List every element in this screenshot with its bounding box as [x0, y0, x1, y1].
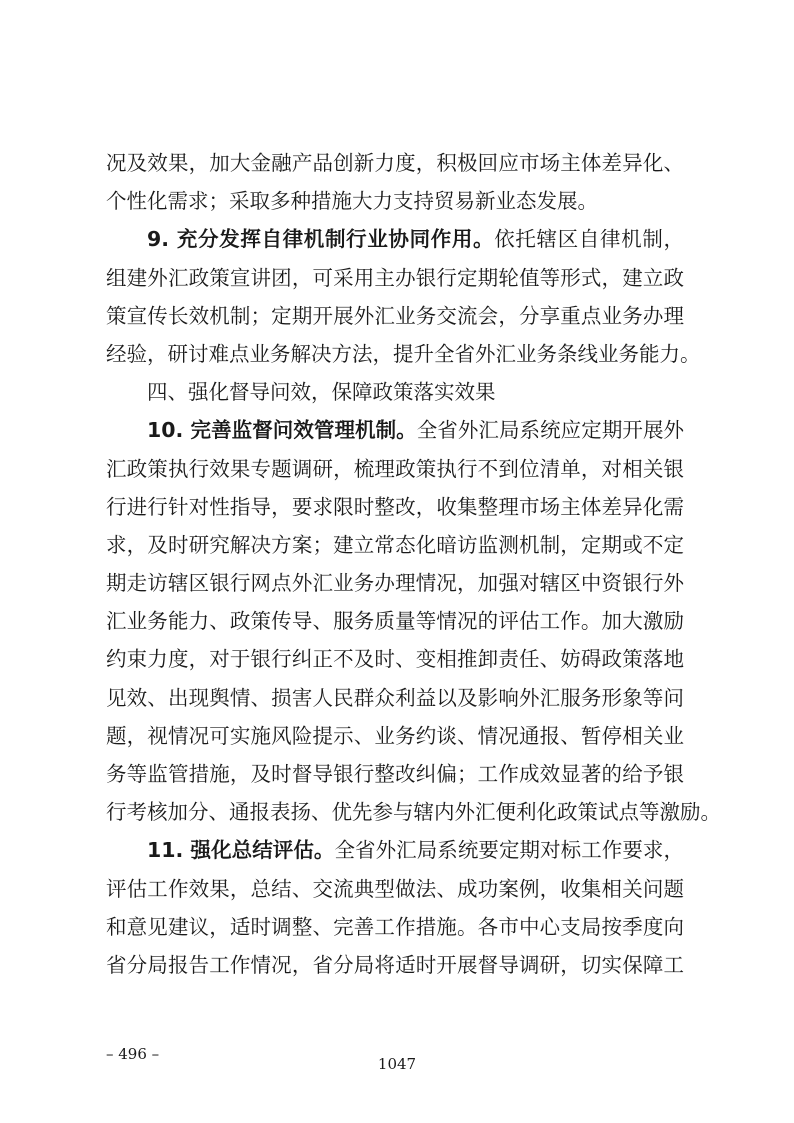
section-10-title: 10. 完善监督问效管理机制。 [147, 418, 417, 443]
page-number-left: – 496 – [106, 1045, 160, 1063]
text-line: 个性化需求；采取多种措施大力支持贸易新业态发展。 [106, 189, 598, 214]
text-line: 组建外汇政策宣讲团，可采用主办银行定期轮值等形式，建立政 [106, 265, 684, 290]
text-line: 行考核加分、通报表扬、优先参与辖内外汇便利化政策试点等激励。 [106, 800, 721, 825]
text-line: 和意见建议，适时调整、完善工作措施。各市中心支局按季度向 [106, 914, 684, 939]
page-number-center: 1047 [377, 1055, 417, 1073]
text-line: 况及效果，加大金融产品创新力度，积极回应市场主体差异化、 [106, 151, 684, 175]
text-line: 行进行针对性指导，要求限时整改，收集整理市场主体差异化需 [106, 494, 684, 519]
section-9-line: 9. 充分发挥自律机制行业协同作用。依托辖区自律机制， [147, 227, 684, 252]
text-line: 求，及时研究解决方案；建立常态化暗访监测机制，定期或不定 [106, 532, 684, 557]
text-line: 评估工作效果，总结、交流典型做法、成功案例，收集相关问题 [106, 876, 684, 901]
text-line: 汇业务能力、政策传导、服务质量等情况的评估工作。加大激励 [106, 609, 684, 634]
section-11-line: 11. 强化总结评估。全省外汇局系统要定期对标工作要求， [147, 838, 684, 863]
text-line: 见效、出现舆情、损害人民群众利益以及影响外汇服务形象等问 [106, 685, 684, 710]
text-line: 省分局报告工作情况，省分局将适时开展督导调研，切实保障工 [106, 952, 684, 977]
text-line: 经验，研讨难点业务解决方法，提升全省外汇业务条线业务能力。 [106, 341, 701, 366]
body-text [106, 144, 721, 984]
section-heading-4: 四、强化督导问效，保障政策落实效果 [147, 380, 496, 405]
text-line: 务等监管措施，及时督导银行整改纠偏；工作成效显著的给予银 [106, 762, 684, 786]
section-10-line: 10. 完善监督问效管理机制。全省外汇局系统应定期开展外 [147, 418, 685, 443]
text-line: 期走访辖区银行网点外汇业务办理情况，加强对辖区中资银行外 [106, 571, 684, 596]
text-line: 题，视情况可实施风险提示、业务约谈、情况通报、暂停相关业 [106, 723, 684, 748]
section-9-title: 9. 充分发挥自律机制行业协同作用。 [147, 227, 495, 252]
text-line: 策宣传长效机制；定期开展外汇业务交流会，分享重点业务办理 [106, 303, 684, 328]
text-line: 约束力度，对于银行纠正不及时、变相推卸责任、妨碍政策落地 [106, 647, 684, 672]
text-line: 汇政策执行效果专题调研，梳理政策执行不到位清单，对相关银 [106, 456, 684, 481]
section-11-title: 11. 强化总结评估。 [147, 838, 335, 863]
